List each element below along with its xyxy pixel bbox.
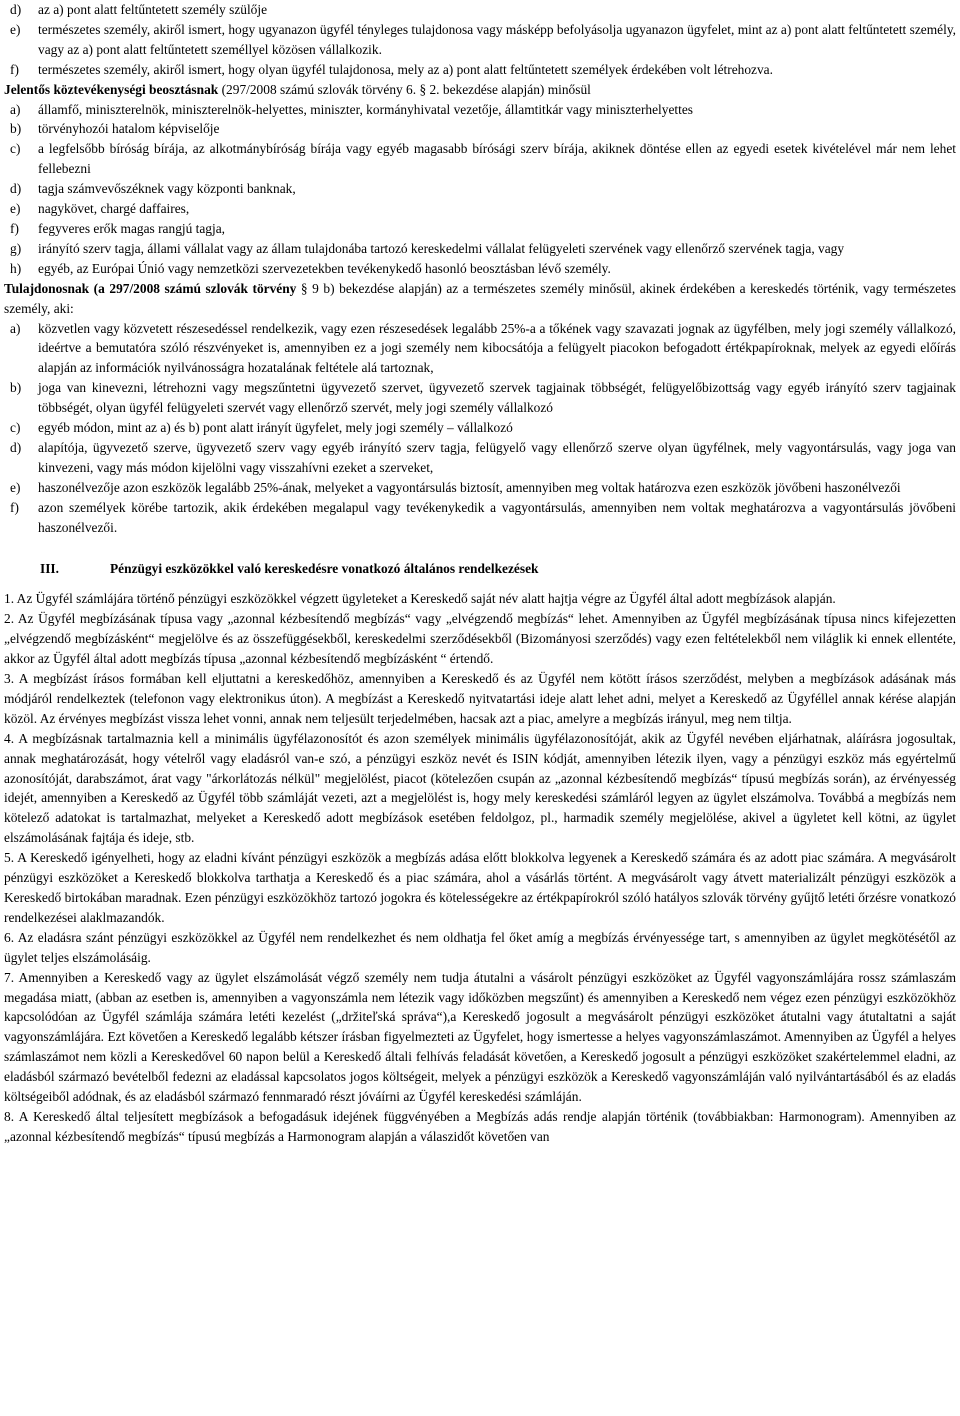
list-item	[4, 100, 956, 120]
list-text: természetes személy, akiről ismert, hogy olyan ügyfél tulajdonosa, mely az a) pont alatt feltűntetett személyek érdekében volt létrehozva.	[38, 61, 773, 77]
pep-heading: Jelentős köztevékenységi beosztásnak	[4, 81, 219, 97]
paragraph-7: 7. Amennyiben a Kereskedő vagy az ügylet elszámolását végző személy nem tudja átutalni a vásárolt pénzügyi eszközöket az Ügyfél vagyonszámlájára rossz számlaszám megadása miatt, (abban az esetben is, amennyiben a vagyonszámla nem létezik vagy időközben megszűnt) és amennyiben a Kereskedő nem végez ezen pénzügyi eszközökhöz kapcsolódóan az Ügyfél számlája számára letéti kezelést („držiteľská správa“),a Kereskedő jogosult a megvásárolt pénzügyi eszközöket átutalni vagy átutaltatni a saját vagyonszámlájára. Ezt követően a Kereskedő legalább kétszer írásban figyelmezteti az Ügyfelet, hogy ismertesse a helyes vagyonszámlaszámot. Amennyiben az Ügyfél a helyes számlaszámot nem közli a Kereskedővel 60 napon belül a Kereskedő általi felhívás feladását követően, a Kereskedő jogosult a pénzügyi eszközöket szakértelemmel eladni, az eladásból származó bevételből fedezni az eladással kapcsolatos jogos költségeit, melyek a pénzügyi eszközök a Kereskedő vagyonszámláján való nyilvántartásából és az eladás költségeiből adódnak, és az eladásból származó fennmaradó részt jóváírni az Ügyfél kereskedési számláján.	[4, 969, 956, 1105]
numbered-paragraphs	[4, 589, 956, 1146]
paragraph-4: 4. A megbízásnak tartalmaznia kell a minimális ügyfélazonosítót és azon személyek minimális ügyfélazonosítóját, akik az Ügyfél nevében eljárhatnak, aláírásra jogosultak, annak meghatározását, hogy vételről vagy eladásról van-e szó, a pénzügyi eszköz nevét és ISIN kódját, amennyiben létezik ilyen, vagy a pénzügyi eszköz más egyértelmű azonosítóját, darabszámot, árat vagy "árkorlátozás nélkül" megjelölést, piacot (kötelezően csupán az „azonnal kézbesítendő megbízás“ típusú megbízás során), az érvényesség idejét, amennyiben a Kereskedő az Ügyfél több számláját vezeti, azt a megjelölést is, hogy mely kereskedési számláról legyen az ügylet elszámolva. Továbbá a megbízás nem kötelező adatokat is tartalmazhat, melyeket a Kereskedő adott megbízások esetében feldolgoz, pl., harmadik személy megjelölése, akivel a ügyletet kell kötni, az ügylet elszámolásának fajtája és ideje, stb.	[4, 730, 956, 846]
list-marker: f)	[10, 499, 19, 515]
list-marker: b)	[10, 121, 22, 137]
section-heading	[4, 559, 956, 579]
list-text: haszonélvezője azon eszközök legalább 25%-ának, melyeket a vagyontársulás biztosít, amennyiben meg voltak határozva ezen eszközök jövőbeni haszonélvezői	[38, 479, 901, 495]
pep-definition	[4, 80, 956, 100]
list-marker: f)	[10, 220, 19, 236]
list-marker: a)	[10, 320, 21, 336]
pep-list	[4, 100, 956, 279]
list-item	[4, 239, 956, 259]
list-item	[4, 139, 956, 179]
section-number: III.	[40, 561, 59, 577]
list-text: a legfelsőbb bíróság bírája, az alkotmánybíróság bírája vagy egyéb magasabb bírósági szerv bírája, akiknek döntése ellen az egyedi esetek kivételével már nem lehet fellebezni	[38, 141, 956, 177]
list-item	[4, 20, 956, 60]
owner-heading: Tulajdonosnak (a 297/2008 számú szlovák törvény	[4, 280, 297, 296]
list-text: irányító szerv tagja, állami vállalat vagy az állam tulajdonába tartozó kereskedelmi vállalat felügyeleti szervének vagy ellenőrző szervének tagja, vagy	[38, 240, 845, 256]
paragraph-6: 6. Az eladásra szánt pénzügyi eszközökkel az Ügyfél nem rendelkezhet és nem oldhatja fel őket amíg a megbízás érvényessége tart, s amennyiben az ügylet megkötésétől az ügylet teljes elszámolásáig.	[4, 929, 956, 965]
paragraph-5: 5. A Kereskedő igényelheti, hogy az eladni kívánt pénzügyi eszközök a megbízás adása előtt blokkolva legyenek a Kereskedő számára és az adott piac számára. A megvásárolt pénzügyi eszközöket a Kereskedő blokkolva tarthatja a Kereskedő és a piac számára, ahol a vásárlás történt. A megvásárolt vagy átvett materializált pénzügyi eszközök a Kereskedő birtokában maradnak. Ezen pénzügyi eszközökhöz tartozó jogokra és kötelességekre az értékpapírokról szóló hatályos szlovák törvény gyűjtő letéti őrzésre vonatkozó rendelkezései alaklmazandók.	[4, 850, 956, 925]
list-marker: e)	[10, 21, 21, 37]
section-title: Pénzügyi eszközökkel való kereskedésre vonatkozó általános rendelkezések	[110, 561, 539, 577]
paragraph-1: 1. Az Ügyfél számlájára történő pénzügyi eszközökkel végzett ügyleteket a Kereskedő saját név alatt hajtja végre az Ügyfél által adott megbízások alapján.	[4, 591, 836, 607]
list-text: azon személyek körébe tartozik, akik érdekében megalapul vagy tevékenykedik a vagyontársulás, amennyiben nem voltak meghatározva a vagyontársulás jövőbeni haszonélvezői.	[38, 499, 956, 535]
list-item	[4, 418, 956, 438]
list-text: egyéb módon, mint az a) és b) pont alatt irányít ügyfelet, mely jogi személy – vállalkozó	[38, 420, 513, 436]
list-text: alapítója, ügyvezető szerve, ügyvezető szerv vagy egyéb irányító szerv tagja, felügyelő vagy ellenőrző szerve olyan ügyfélnek, mely vagyontársulás, vagy joga van kinvezeni, vagy más módon kijelölni vagy visszahívni ezeket a szerveket,	[38, 439, 956, 475]
list-text: az a) pont alatt feltűntetett személy szülője	[38, 2, 268, 17]
relatives-list	[4, 0, 956, 80]
list-item	[4, 378, 956, 418]
list-text: tagja számvevőszéknek vagy központi banknak,	[38, 181, 296, 197]
paragraph-8: 8. A Kereskedő által teljesített megbízások a befogadásuk idejének függvényében a Megbízás adás rendje alapján történik (továbbiakban: Harmonogram). Amennyiben az „azonnal kézbesítendő megbízás“ típusú megbízás a Harmonogram alapján a válaszidőt követően van	[4, 1108, 956, 1144]
list-item	[4, 259, 956, 279]
list-item	[4, 219, 956, 239]
list-item	[4, 0, 956, 20]
list-marker: d)	[10, 181, 22, 197]
owner-intro: § 9 b) bekezdése alapján) az a természetes személy minősül, akinek érdekében a kereskedés történik, vagy természetes személy, aki:	[4, 280, 956, 316]
list-text: természetes személy, akiről ismert, hogy ugyanazon ügyfél tényleges tulajdonosa vagy másképp befolyásolja ugyanazon ügyfelet, mint az a) pont alatt feltűntetett személy, vagy az a) pont alatt feltűntetett személlyel közösen vállalkozik.	[38, 21, 956, 57]
list-text: államfő, miniszterelnök, miniszterelnök-helyettes, miniszter, kormányhivatal vezetője, államtitkár vagy miniszterhelyettes	[38, 101, 694, 117]
list-text: fegyveres erők magas rangjú tagja,	[38, 220, 226, 236]
pep-intro: (297/2008 számú szlovák törvény 6. § 2. bekezdése alapján) minősül	[218, 81, 591, 97]
list-marker: f)	[10, 61, 19, 77]
list-marker: d)	[10, 2, 22, 17]
list-marker: c)	[10, 141, 21, 157]
list-item	[4, 179, 956, 199]
list-text: joga van kinevezni, létrehozni vagy megszűntetni ügyvezető szervet, ügyvezető szervek tagjainak többségét, felügyelőbizottság vagy egyéb irányító szerv tagjainak többségét, olyan ügyfél felügyeleti szervét vagy ellenőrző szervét, mely jogi személy vállalkozó	[38, 380, 956, 416]
list-marker: c)	[10, 420, 21, 436]
list-marker: g)	[10, 240, 22, 256]
list-text: közvetlen vagy közvetett részesedéssel rendelkezik, vagy ezen részesedések legalább 25%-a a tőkének vagy szavazati jognak az ügyfélben, mely jogi személy vállalkozó, ideértve a bemutatóra szóló részvényeket is, amennyiben ez a jogi személy nem kibocsátója a felügyelt piacokon befogadott értékpapíroknak, melyek az egyedi előírás alapján az információk nyilvánosságra hozatalának feltétele alá tartoznak,	[38, 320, 956, 376]
list-text: törvényhozói hatalom képviselője	[38, 121, 220, 137]
paragraph-3: 3. A megbízást írásos formában kell eljuttatni a kereskedőhöz, amennyiben a Kereskedő és az Ügyfél nem kötött írásos szerződést, melyben a megbízások adásának más módjáról rendelkeztek (telefonon vagy elektronikus úton). A megbízást a Kereskedő nyitvatartási ideje alatt lehet adni, melyet a Kereskedő az Ügyféllel annak kérése alapján közöl. Az érvényes megbízást vissza lehet vonni, annak nem teljesült terjedelmében, hacsak azt a piac, amelyre a megbízás irányul, meg nem tiltja.	[4, 671, 956, 726]
list-item	[4, 319, 956, 379]
list-item	[4, 119, 956, 139]
list-item	[4, 199, 956, 219]
list-text: egyéb, az Európai Únió vagy nemzetközi szervezetekben tevékenykedő hasonló beosztásban lévő személy.	[38, 260, 611, 276]
list-item	[4, 478, 956, 498]
list-marker: a)	[10, 101, 21, 117]
list-item	[4, 60, 956, 80]
list-marker: h)	[10, 260, 22, 276]
list-marker: e)	[10, 201, 21, 217]
list-marker: b)	[10, 380, 22, 396]
list-item	[4, 438, 956, 478]
owner-definition	[4, 279, 956, 319]
list-text: nagykövet, chargé daffaires,	[38, 201, 190, 217]
list-marker: d)	[10, 439, 22, 455]
paragraph-2: 2. Az Ügyfél megbízásának típusa vagy „azonnal kézbesítendő megbízás“ vagy „elvégzendő megbízás“ lehet. Amennyiben az Ügyfél megbízásának típusa nincs kifejezetten „elvégzendő megbízásként“ megjelölve és az összefüggésekből, kereskedelmi szerződésekből (Bizományosi szerződés) vagy ezen feltételekből nem világlik ki ennek ellentéte, akkor az Ügyfél által adott megbízás típusa „azonnal kézbesítendő megbízásként “ értendő.	[4, 611, 956, 667]
owner-list	[4, 319, 956, 538]
list-item	[4, 498, 956, 538]
list-marker: e)	[10, 479, 21, 495]
